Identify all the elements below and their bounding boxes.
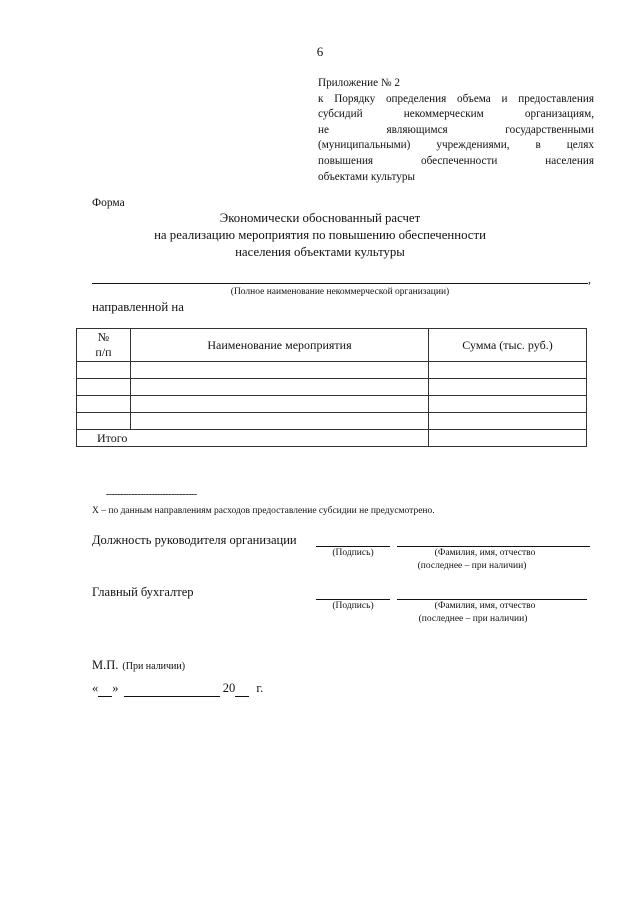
appendix-line: повышения обеспеченности населения: [318, 154, 594, 167]
appendix-line: объектами культуры: [318, 170, 415, 183]
stamp-label: М.П.: [92, 658, 119, 672]
document-title: [0, 210, 640, 261]
footnote-text: X – по данным направлениям расходов предоставление субсидии не предусмотрено.: [92, 506, 435, 516]
title-line: Экономически обоснованный расчет: [219, 211, 421, 225]
footnote-separator: --------------------------------: [106, 489, 197, 500]
table-total-row: [77, 430, 587, 447]
day-field[interactable]: [98, 681, 112, 697]
header-number: № п/п: [77, 329, 131, 362]
date-close-quote: »: [112, 681, 119, 695]
appendix-line: не являющимся государственными: [318, 123, 594, 136]
directed-label: направленной на: [92, 300, 184, 314]
appendix-line: субсидий некоммерческим организациям,: [318, 108, 594, 121]
org-comma: ,: [588, 272, 591, 286]
stamp-note: (При наличии): [122, 661, 186, 672]
appendix-line: (муниципальными) учреждениями, в целях: [318, 139, 594, 152]
appendix-block: [318, 76, 594, 185]
appendix-line: к Порядку определения объема и предоставления: [318, 92, 594, 105]
table-cell[interactable]: [429, 396, 587, 413]
year-suffix: г.: [256, 681, 264, 695]
accountant-label: Главный бухгалтер: [92, 585, 194, 599]
page-number: 6: [316, 44, 324, 59]
table-cell[interactable]: [77, 413, 131, 430]
table-cell[interactable]: [429, 379, 587, 396]
total-label: Итого: [77, 430, 429, 447]
expense-table: [76, 328, 587, 447]
accountant-name-caption-note: (последнее – при наличии): [418, 614, 528, 624]
header-amount: Сумма (тыс. руб.): [429, 329, 587, 362]
title-line: населения объектами культуры: [235, 245, 405, 259]
header-event-name: Наименование мероприятия: [131, 329, 429, 362]
table-cell[interactable]: [77, 379, 131, 396]
date-line: [92, 681, 263, 697]
title-line: на реализацию мероприятия по повышению обеспеченности: [154, 228, 486, 242]
head-name-caption-note: (последнее – при наличии): [417, 561, 527, 571]
head-position-label: Должность руководителя организации: [92, 533, 297, 547]
month-field[interactable]: [124, 681, 220, 697]
table-cell[interactable]: [131, 413, 429, 430]
table-row: [77, 413, 587, 430]
org-name-field[interactable]: [92, 283, 588, 284]
date-open-quote: «: [92, 681, 99, 695]
table-cell[interactable]: [77, 362, 131, 379]
appendix-line: Приложение № 2: [318, 77, 400, 89]
table-header-row: [77, 329, 587, 362]
table-cell[interactable]: [77, 396, 131, 413]
table-row: [77, 379, 587, 396]
year-prefix: 20: [222, 681, 236, 695]
table-cell[interactable]: [131, 379, 429, 396]
table-cell[interactable]: [429, 413, 587, 430]
head-name-caption: (Фамилия, имя, отчество: [434, 548, 536, 558]
head-signature-caption: (Подпись): [332, 548, 374, 558]
table-row: [77, 396, 587, 413]
accountant-signature-caption: (Подпись): [332, 601, 374, 611]
table-cell[interactable]: [131, 396, 429, 413]
org-name-caption: (Полное наименование некоммерческой организации): [230, 287, 450, 297]
year-field[interactable]: [235, 681, 249, 697]
table-cell[interactable]: [131, 362, 429, 379]
accountant-name-caption: (Фамилия, имя, отчество: [434, 601, 536, 611]
stamp-block: [92, 656, 185, 674]
form-label: Форма: [92, 197, 125, 209]
table-cell[interactable]: [429, 362, 587, 379]
total-amount-cell[interactable]: [429, 430, 587, 447]
table-row: [77, 362, 587, 379]
